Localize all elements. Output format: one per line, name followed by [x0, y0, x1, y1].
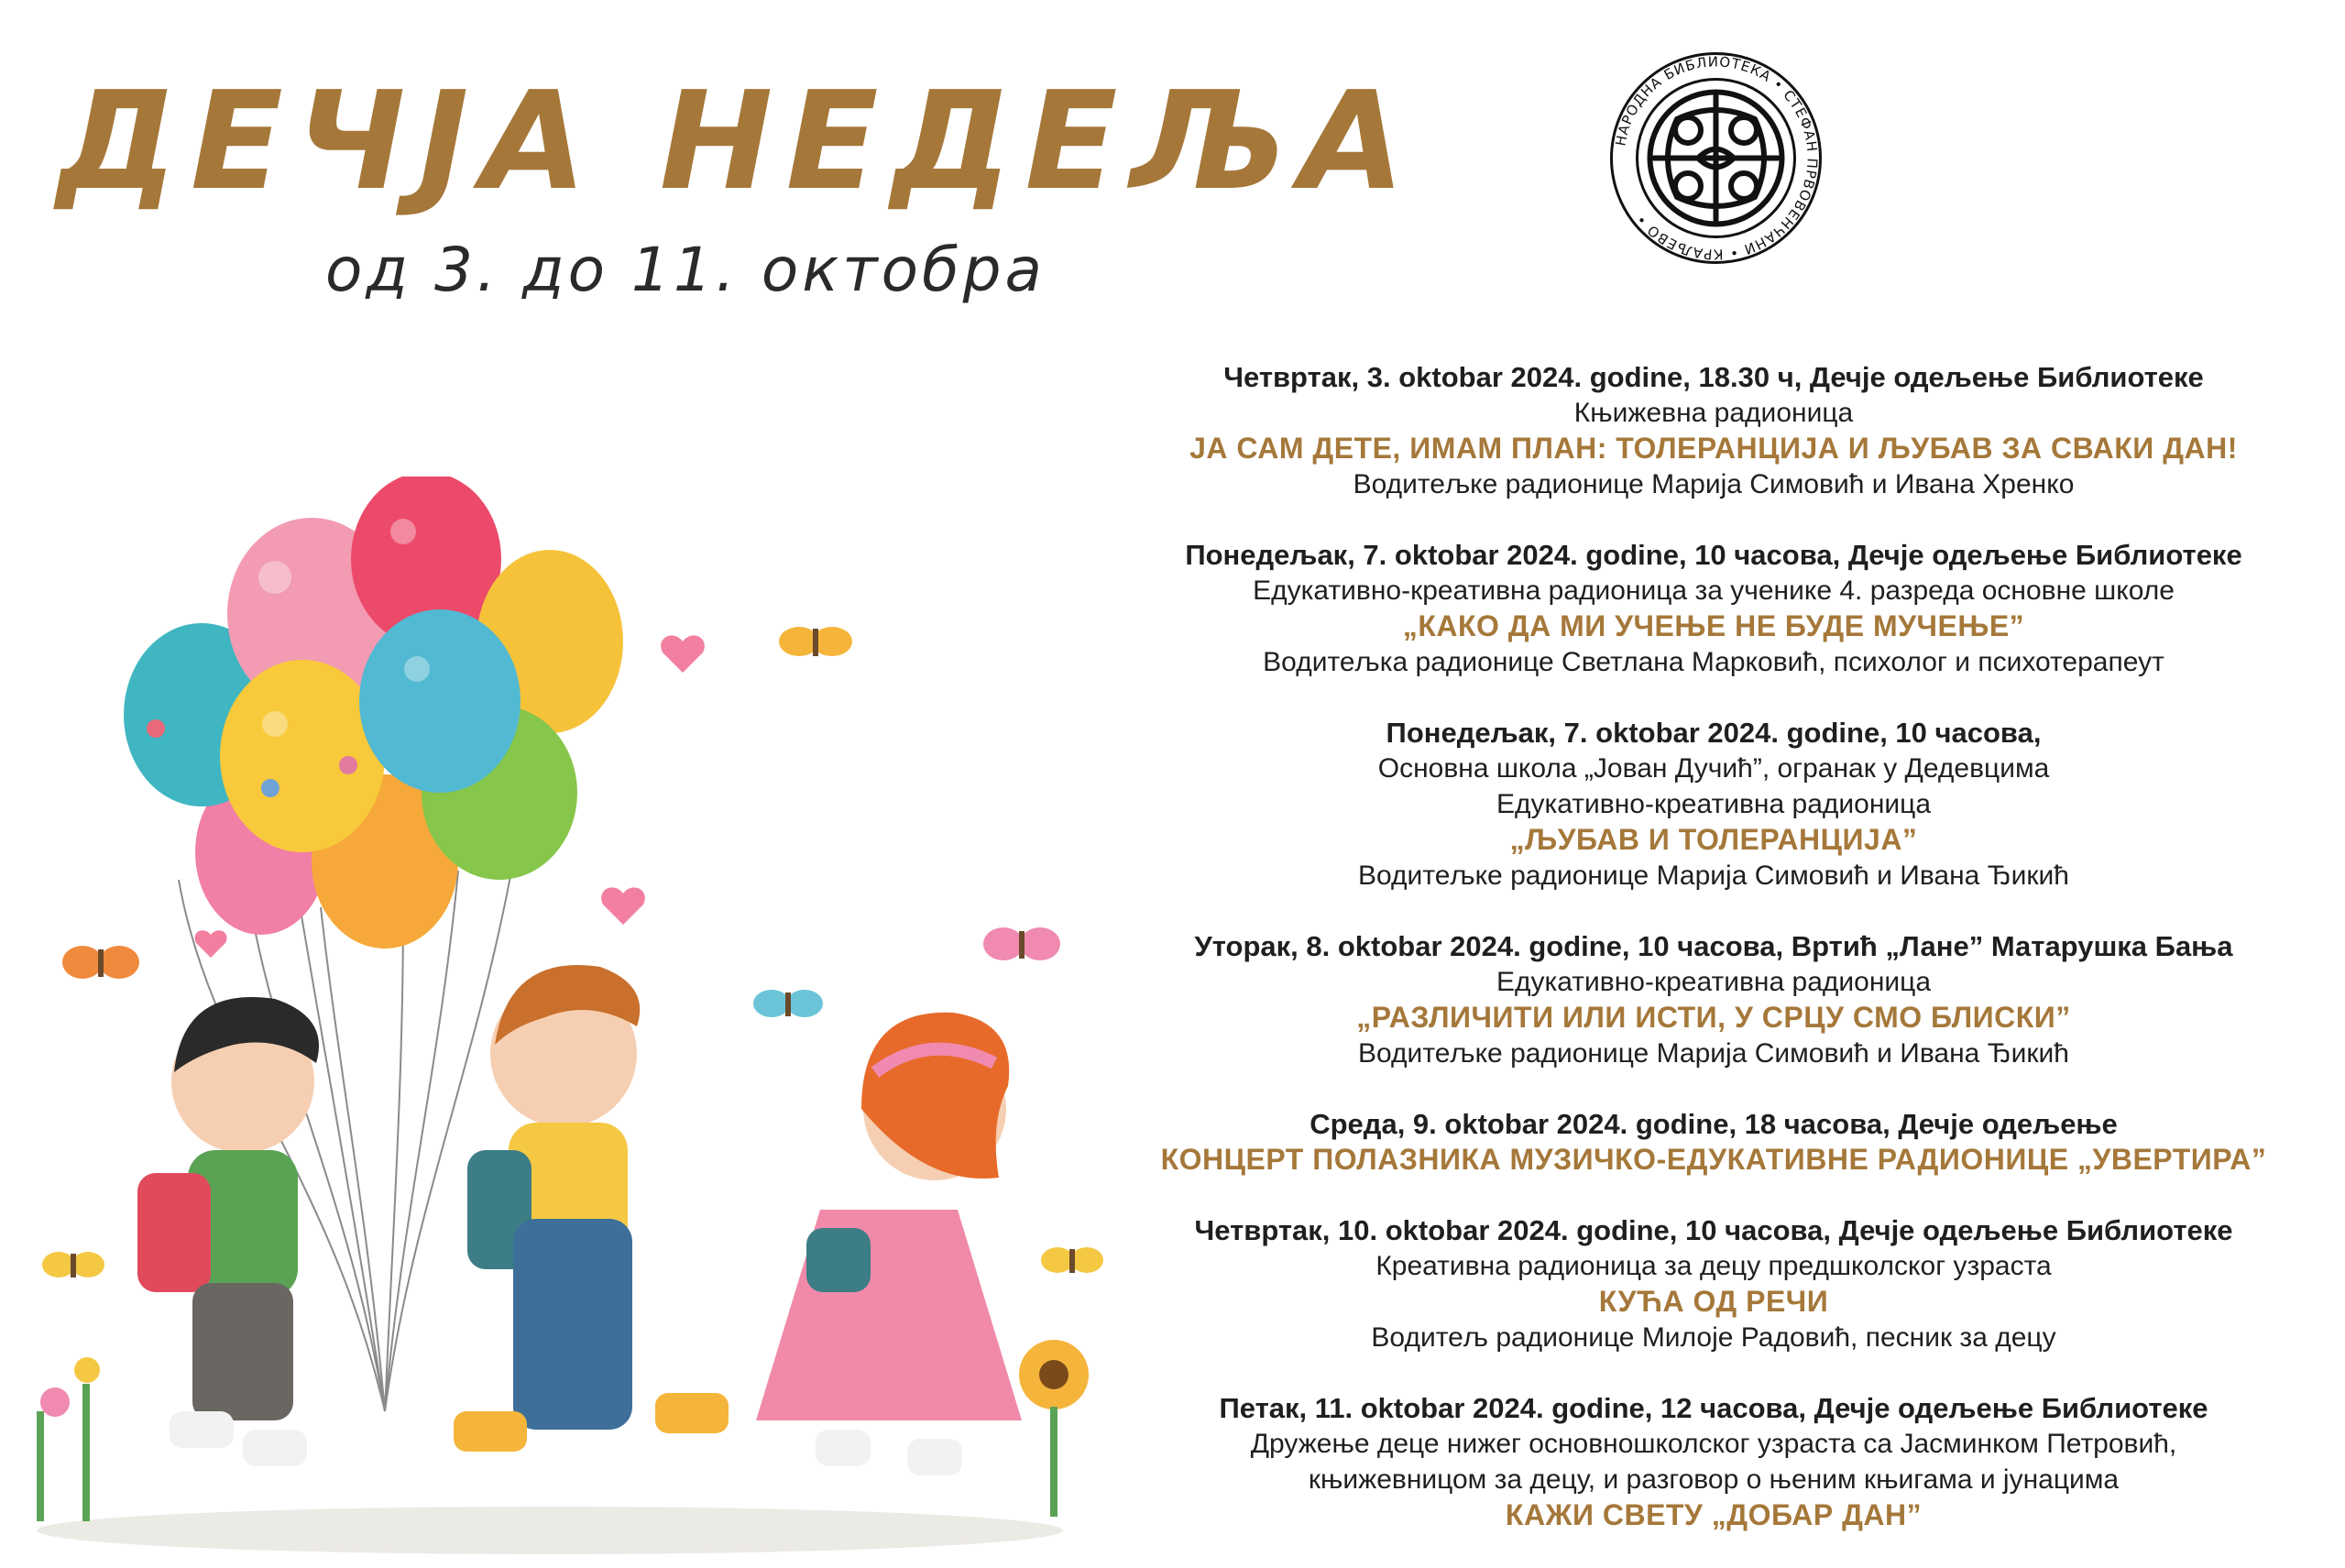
boy-green-shirt	[137, 997, 319, 1466]
event-type: Едукативно-креативна радионица	[1496, 789, 1932, 819]
event-item	[1109, 359, 2318, 502]
event-title: КУЋА ОД РЕЧИ	[1598, 1285, 1829, 1318]
event-description: Дружење деце нижег основношколског узраста са Јасминком Петровић,	[1250, 1429, 2177, 1459]
poster-title: ДЕЧЈА НЕДЕЉА	[57, 62, 1418, 220]
event-title: ЈА САМ ДЕТЕ, ИМАМ ПЛАН: ТОЛЕРАНЦИЈА И ЉУБАВ ЗА СВАКИ ДАН!	[1189, 432, 2238, 465]
event-type: Едукативно-креативна радионица за ученике 4. разреда основне школе	[1253, 576, 2175, 606]
balloon-teal	[359, 609, 521, 793]
event-leaders: Водитељке радионице Марија Симовић и Ивана Ђикић	[1358, 1038, 2069, 1069]
event-datetime-place: Понедељак, 7. oktobar 2024. godine, 10 часова,	[1386, 717, 2042, 749]
event-type: Креативна радионица за децу предшколског узраста	[1375, 1251, 2052, 1281]
event-leaders: Водитељке радионице Марија Симовић и Ивана Хренко	[1353, 469, 2075, 499]
event-title: „РАЗЛИЧИТИ ИЛИ ИСТИ, У СРЦУ СМО БЛИСКИ”	[1356, 1001, 2071, 1034]
event-location: Основна школа „Јован Дучић”, огранак у Дедевцима	[1377, 753, 2050, 784]
event-type: Књижевна радионица	[1573, 398, 1854, 428]
event-leaders: Водитељке радионице Марија Симовић и Ивана Ђикић	[1358, 861, 2069, 891]
balloons	[124, 477, 623, 948]
event-title: КОНЦЕРТ ПОЛАЗНИКА МУЗИЧКО-ЕДУКАТИВНЕ РАДИОНИЦЕ „УВЕРТИРА”	[1160, 1143, 2267, 1176]
event-title: „ЉУБАВ И ТОЛЕРАНЦИЈА”	[1509, 823, 1918, 856]
event-datetime-place: Понедељак, 7. oktobar 2024. godine, 10 часова, Дечје одељење Библиотеке	[1185, 539, 2242, 571]
event-leaders: Водитељка радионице Светлана Марковић, психолог и психотерапеут	[1263, 647, 2164, 677]
library-seal-logo	[1608, 50, 1824, 266]
event-item	[1109, 1106, 2318, 1178]
event-item	[1109, 1212, 2318, 1355]
event-item	[1109, 715, 2318, 894]
event-item	[1109, 537, 2318, 680]
event-datetime-place: Уторак, 8. oktobar 2024. godine, 10 часова, Вртић „Лане” Матарушка Бања	[1194, 930, 2233, 962]
event-program-list	[1109, 359, 2318, 1568]
girl-pink-dress	[756, 1013, 1022, 1475]
event-title: „КАКО ДА МИ УЧЕЊЕ НЕ БУДЕ МУЧЕЊЕ”	[1402, 609, 2025, 642]
event-datetime-place: Четвртак, 10. oktobar 2024. godine, 10 часова, Дечје одељење Библиотеке	[1194, 1214, 2233, 1246]
event-datetime-place: Среда, 9. oktobar 2024. godine, 18 часова, Дечје одељење	[1309, 1108, 2118, 1140]
event-datetime-place: Петак, 11. oktobar 2024. godine, 12 часова, Дечје одељење Библиотеке	[1219, 1392, 2208, 1424]
seal-ring-text: НАРОДНА БИБЛИОТЕКА • СТЕФАН ПРВОВЕНЧАНИ • КРАЉЕВО •	[1612, 53, 1821, 263]
event-item	[1109, 1390, 2318, 1533]
event-datetime-place: Четвртак, 3. oktobar 2024. godine, 18.30 ч, Дечје одељење Библиотеке	[1223, 361, 2204, 393]
event-leaders: Водитељ радионице Милоје Радовић, песник за децу	[1371, 1322, 2056, 1353]
children-balloons-illustration	[0, 477, 1136, 1563]
event-title: КАЖИ СВЕТУ „ДОБАР ДАН”	[1505, 1498, 1923, 1531]
boy-yellow-shirt	[454, 965, 729, 1452]
poster-date-range: од 3. до 11. октобра	[325, 235, 1046, 305]
event-description-cont: књижевницом за децу, и разговор о њеним књигама и јунацима	[1308, 1464, 2120, 1495]
ground-shadow	[37, 1507, 1063, 1554]
event-item	[1109, 928, 2318, 1071]
event-type: Едукативно-креативна радионица	[1496, 967, 1932, 997]
